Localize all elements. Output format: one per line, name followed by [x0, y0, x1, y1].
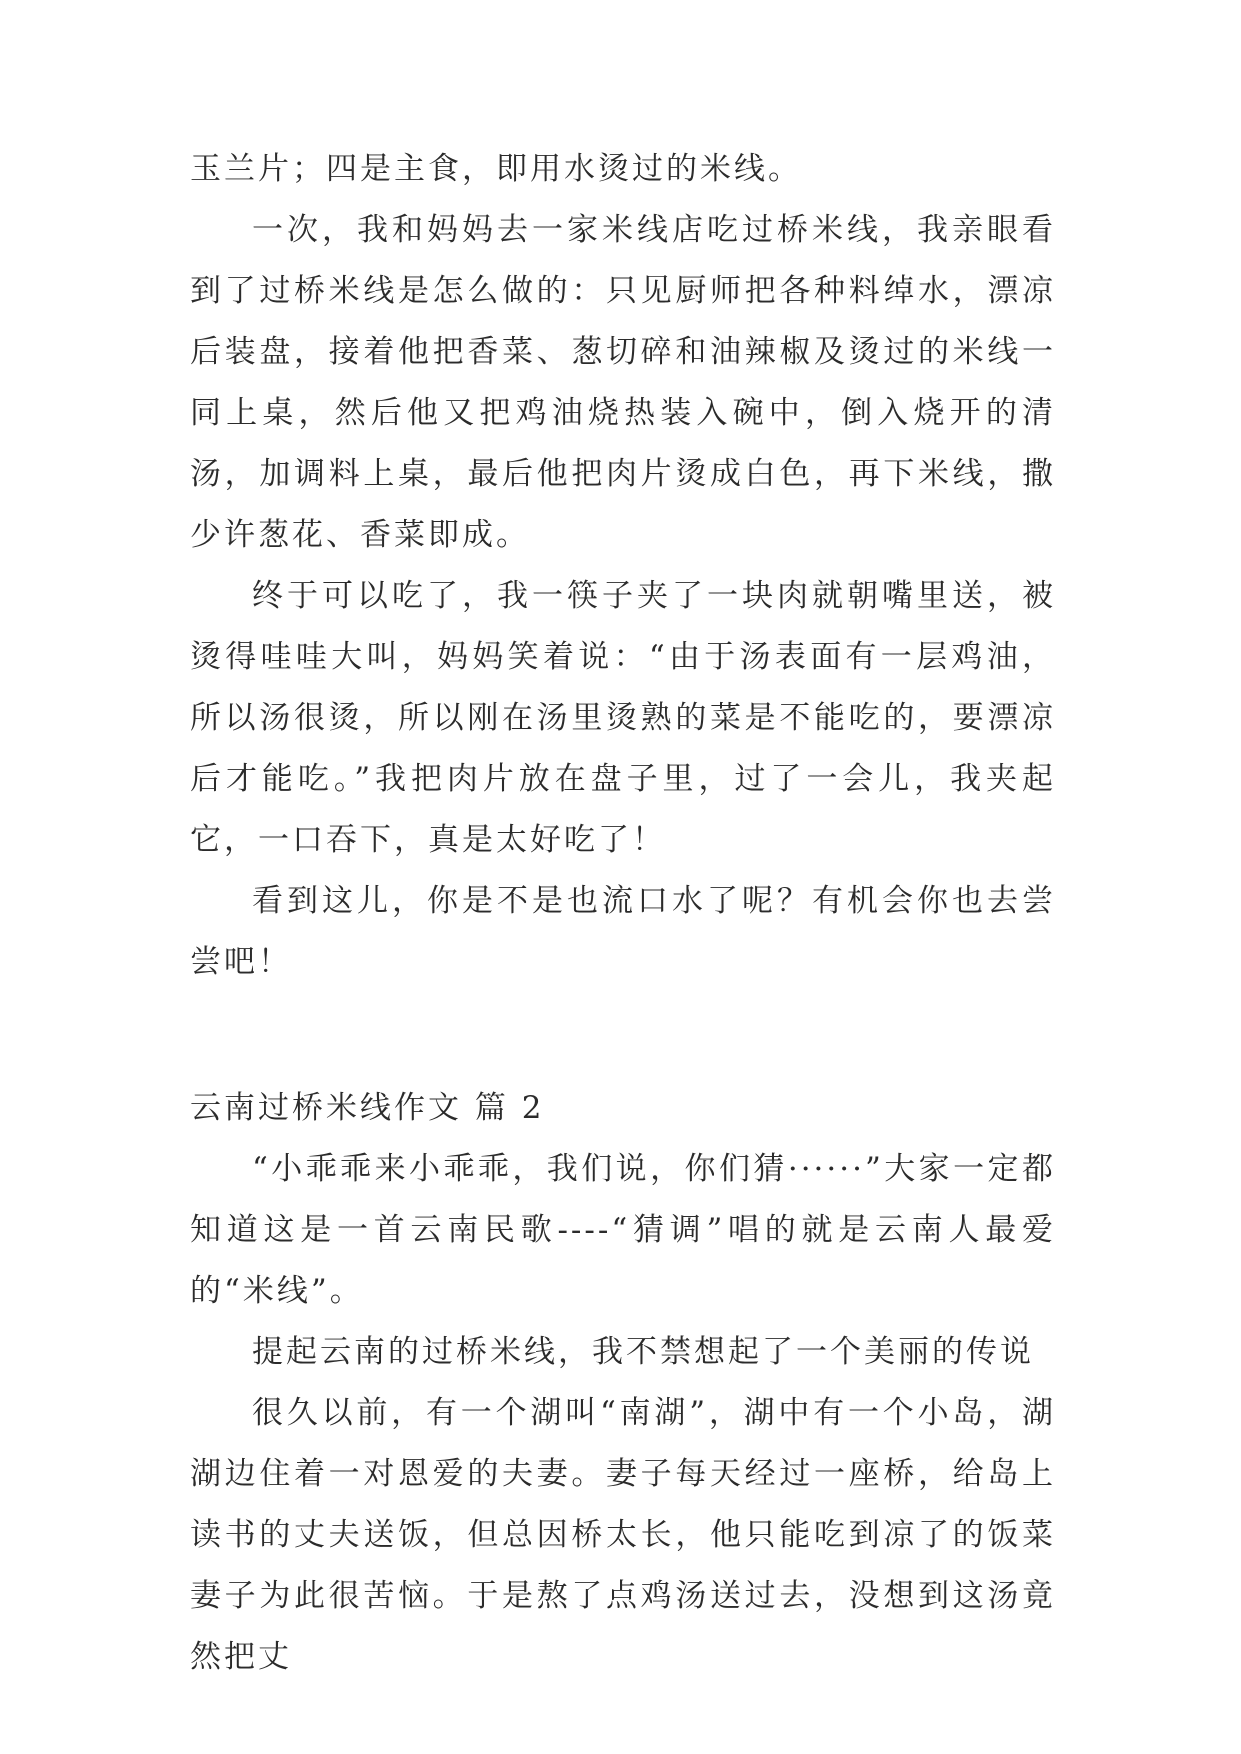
section-heading: 云南过桥米线作文 篇 2 [190, 1090, 545, 1126]
paragraph: 一次，我和妈妈去一家米线店吃过桥米线，我亲眼看到了过桥米线是怎么做的：只见厨师把各种料绰水，漂凉后装盘，接着他把香菜、葱切碎和油辣椒及烫过的米线一同上桌，然后他又把鸡油烧热装入碗中，倒入烧开的清汤，加调料上桌，最后他把肉片烫成白色，再下米线，撒少许葱花、香菜即成。 [190, 212, 1056, 553]
paragraph: 终于可以吃了，我一筷子夹了一块肉就朝嘴里送，被烫得哇哇大叫，妈妈笑着说：“由于汤表面有一层鸡油，所以汤很烫，所以刚在汤里烫熟的菜是不能吃的，要漂凉后才能吃。”我把肉片放在盘子里，过了一会儿，我夹起它，一口吞下，真是太好吃了！ [190, 578, 1056, 858]
section-spacer [190, 993, 1056, 1078]
paragraph: 提起云南的过桥米线，我不禁想起了一个美丽的传说 [252, 1334, 1034, 1370]
paragraph: 很久以前，有一个湖叫“南湖”，湖中有一个小岛，湖湖边住着一对恩爱的夫妻。妻子每天经过一座桥，给岛上读书的丈夫送饭，但总因桥太长，他只能吃到凉了的饭菜妻子为此很苦恼。于是熬了点鸡汤送过去，没想到这汤竟然把丈 [190, 1395, 1056, 1675]
paragraph: 看到这儿，你是不是也流口水了呢？有机会你也去尝尝吧！ [190, 883, 1056, 980]
paragraph-continuation: 玉兰片；四是主食，即用水烫过的米线。 [190, 151, 802, 187]
paragraph: “小乖乖来小乖乖，我们说，你们猜······”大家一定都知道这是一首云南民歌----“猜调”唱的就是云南人最爱的“米线”。 [190, 1151, 1056, 1309]
document-body [190, 139, 1056, 1688]
